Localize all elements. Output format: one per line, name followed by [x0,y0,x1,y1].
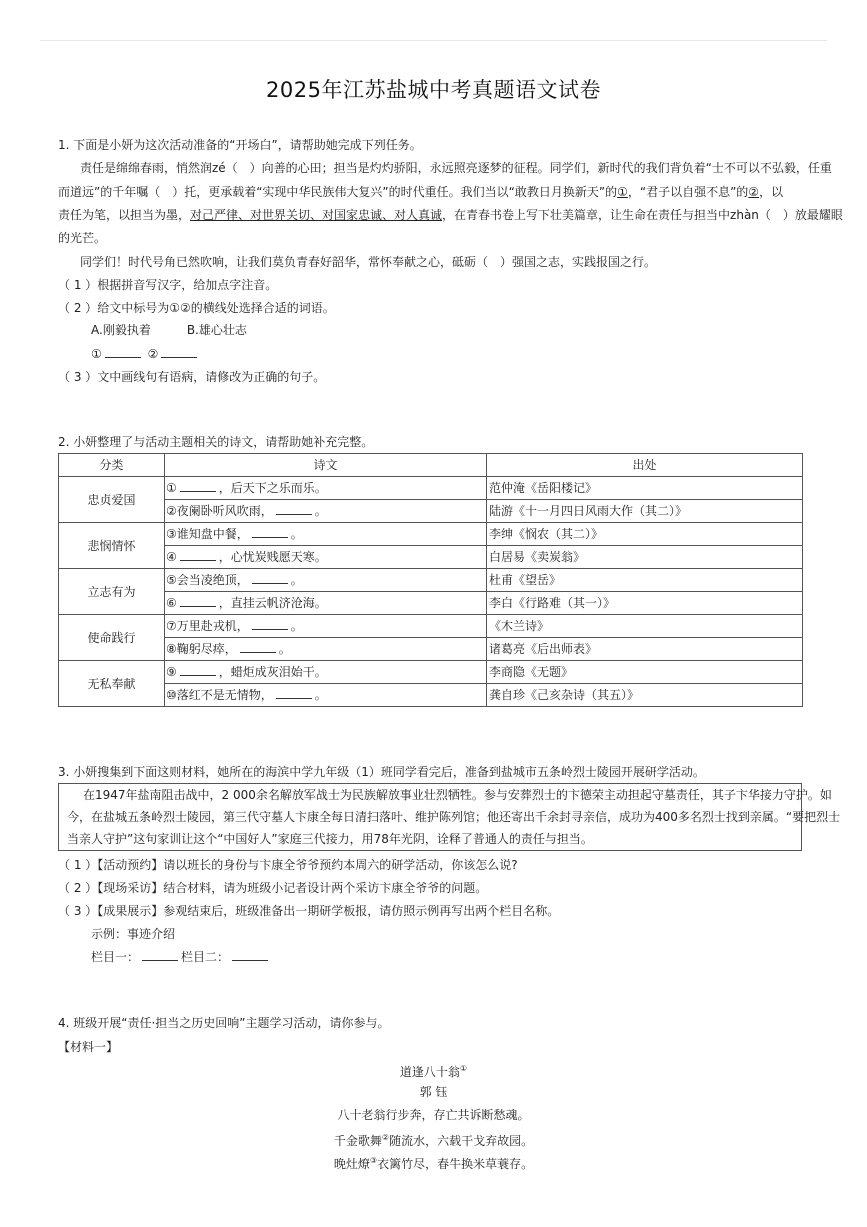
table-header-row [59,454,803,477]
category-cell: 立志有为 [59,569,165,615]
category-cell: 悲悯情怀 [59,523,165,569]
q3-example: 示例：事迹介绍 [91,927,176,941]
underlined-sentence: 对己严律、对世界关切、对国家忠诚、对人真诚 [190,208,443,222]
fill-blank[interactable] [276,687,312,699]
table-row [59,615,803,638]
poem-cell [165,546,487,569]
poem-post: 。 [314,504,327,518]
q1-para1-line2 [58,184,783,200]
answer-blank-2[interactable] [161,346,197,358]
fill-blank[interactable] [276,503,312,515]
poem-cell [165,500,487,523]
table-row [59,569,803,592]
poem-line [0,1130,867,1149]
poem-line [0,1153,867,1172]
header-category: 分类 [59,454,165,477]
poem-post: ，心忧炭贱愿天寒。 [218,550,327,564]
category-cell: 使命践行 [59,615,165,661]
material-line: 今，在盐城五条岭烈士陵园，第三代守墓人卞康全每日清扫落叶、维护陈列馆；他还寄出千余封寻亲信，成功为400多名烈士找到亲属。“要把烈士 [67,810,841,824]
table-row [59,546,803,569]
fill-blank[interactable] [240,641,276,653]
text: 千金歌舞 [333,1134,382,1148]
poem-pre: ⑤会当凌绝顶， [166,573,249,587]
text: ，“君子以自强不息”的 [627,185,749,199]
poem-pre: ⑨ [166,665,177,679]
q3-sub3: （ 3 ）【成果展示】参观结束后，班级准备出一期研学板报，请仿照示例再写出两个栏目名称。 [58,904,560,918]
fill-blank[interactable] [252,572,288,584]
q2-stem: 2. 小妍整理了与活动主题相关的诗文，请帮助她补充完整。 [58,435,374,449]
blank-mark-2: ② [748,185,760,199]
source-cell: 《木兰诗》 [487,615,803,638]
top-divider [40,40,827,41]
material-line: 在1947年盐南阻击战中，2 000余名解放军战士为民族解放事业壮烈牺牲。参与安葬烈士的卞德荣主动担起守墓责任，其子卞华接力守护。如 [83,788,832,802]
table-row [59,661,803,684]
table-row [59,638,803,661]
poem-pre: ②夜阑卧听风吹雨， [166,504,273,518]
footnote-marker: ① [459,1064,468,1073]
source-cell: 李绅《悯农（其二）》 [487,523,803,546]
poem-cell [165,684,487,707]
poem-post: ，后天下之乐而乐。 [218,481,327,495]
q1-options: A.刚毅执着 B.雄心壮志 [91,323,247,337]
header-poem: 诗文 [165,454,487,477]
poem-cell [165,569,487,592]
fill-blank[interactable] [180,664,216,676]
blank-label-2: ② [147,347,159,361]
q1-sub3: （ 3 ）文中画线句有语病，请修改为正确的句子。 [58,370,326,384]
fill-blank[interactable] [252,526,288,538]
q1-para1-line1: 责任是绵绵春雨，悄然润zé（ ）向善的心田；担当是灼灼骄阳，永远照亮逐梦的征程。同学们，新时代的我们背负着“士不可以不弘毅，任重 [80,161,832,175]
text: 责任为笔，以担当为墨， [58,208,191,222]
poem-cell [165,615,487,638]
q1-sub1: （ 1 ）根据拼音写汉字，给加点字注音。 [58,278,278,292]
text: 而道远”的千年嘱（ ）托，更承载着“实现中华民族伟大复兴”的时代重任。我们当以“敢教日月换新天”的 [58,185,618,199]
material-box [58,783,841,851]
poem-table [58,453,803,707]
source-cell: 白居易《卖炭翁》 [487,546,803,569]
text: ，以 [759,185,784,199]
q3-sub1: （ 1 ）【活动预约】请以班长的身份与卞康全爷爷预约本周六的研学活动，你该怎么说? [58,858,518,872]
material-line: 当亲人守护”这句家训让这个“中国好人”家庭三代接力，用78年光阴，诠释了普通人的责任与担当。 [67,832,593,846]
fill-blank[interactable] [252,618,288,630]
fill-blank[interactable] [180,549,216,561]
poem-line: 八十老翁行步奔，存亡共诉断愁魂。 [337,1108,530,1122]
q1-para1-line3 [58,207,843,223]
poem-title [0,1061,867,1080]
source-cell: 诸葛亮《后出师表》 [487,638,803,661]
poem-pre: ① [166,481,177,495]
table-row [59,592,803,615]
footnote-marker: ② [381,1133,390,1142]
blank-label-1: ① [91,347,102,361]
poem-pre: ⑧鞠躬尽瘁， [166,642,237,656]
column-label-1: 栏目一： [91,950,140,964]
q3-columns [91,949,271,965]
source-cell: 李商隐《无题》 [487,661,803,684]
source-cell: 李白《行路难（其一）》 [487,592,803,615]
q3-stem: 3. 小妍搜集到下面这则材料，她所在的海滨中学九年级（1）班同学看完后，准备到盐城市五条岭烈士陵园开展研学活动。 [58,765,705,779]
poem-title-text: 道逢八十翁 [399,1065,460,1079]
q3-sub2: （ 2 ）【现场采访】结合材料，请为班级小记者设计两个采访卞康全爷爷的问题。 [58,881,488,895]
poem-pre: ⑥ [166,596,177,610]
q1-sub2: （ 2 ）给文中标号为①②的横线处选择合适的词语。 [58,301,335,315]
table-row [59,523,803,546]
poem-pre: ⑦万里赴戎机， [166,619,249,633]
poem-post: ，直挂云帆济沧海。 [218,596,327,610]
column-blank-1[interactable] [142,949,178,961]
column-blank-2[interactable] [232,949,268,961]
table-row [59,684,803,707]
table-row [59,477,803,500]
poem-cell [165,661,487,684]
poem-post: 。 [290,573,303,587]
q1-para2: 同学们！时代号角已然吹响，让我们莫负青春好韶华，常怀奉献之心，砥砺（ ）强国之志，实践报国之行。 [80,255,657,269]
poem-post: ，蜡炬成灰泪始干。 [218,665,327,679]
footnote-marker: ③ [369,1156,378,1165]
poem-post: 。 [314,688,327,702]
q1-stem: 1. 下面是小妍为这次活动准备的“开场白”，请帮助她完成下列任务。 [58,138,422,152]
source-cell: 范仲淹《岳阳楼记》 [487,477,803,500]
poem-post: 。 [290,619,303,633]
poem-post: 。 [278,642,291,656]
page-title: 2025年江苏盐城中考真题语文试卷 [266,78,601,102]
poem-cell [165,523,487,546]
column-label-2: 栏目二： [181,950,230,964]
q1-blanks [91,346,200,362]
category-cell: 无私奉献 [59,661,165,707]
text: 衣篱竹尽，春牛换米草蓑存。 [377,1157,534,1171]
poem-pre: ⑩落红不是无情物， [166,688,273,702]
poem-pre: ③谁知盘中餐， [166,527,249,541]
fill-blank[interactable] [180,480,216,492]
text: 晚灶燎 [333,1157,370,1171]
poem-cell [165,592,487,615]
source-cell: 杜甫《望岳》 [487,569,803,592]
source-cell: 龚自珍《己亥杂诗（其五）》 [487,684,803,707]
q4-stem: 4. 班级开展“责任·担当之历史回响”主题学习活动，请你参与。 [58,1016,390,1030]
poem-pre: ④ [166,550,177,564]
q1-para1-line4: 的光芒。 [58,231,107,245]
blank-mark-1: ① [617,185,628,199]
poem-cell [165,638,487,661]
poem-cell [165,477,487,500]
text: ，在青春书卷上写下壮美篇章，让生命在责任与担当中zhàn（ ）放最耀眼 [442,208,843,222]
source-cell: 陆游《十一月四日风雨大作（其二）》 [487,500,803,523]
table-row [59,500,803,523]
poem-author: 郭 钰 [419,1085,448,1099]
category-cell: 忠贞爱国 [59,477,165,523]
answer-blank-1[interactable] [105,346,141,358]
text: 随流水，六载干戈弃故园。 [389,1134,534,1148]
poem-post: 。 [290,527,303,541]
header-source: 出处 [487,454,803,477]
material-label: 【材料一】 [58,1040,119,1054]
fill-blank[interactable] [180,595,216,607]
